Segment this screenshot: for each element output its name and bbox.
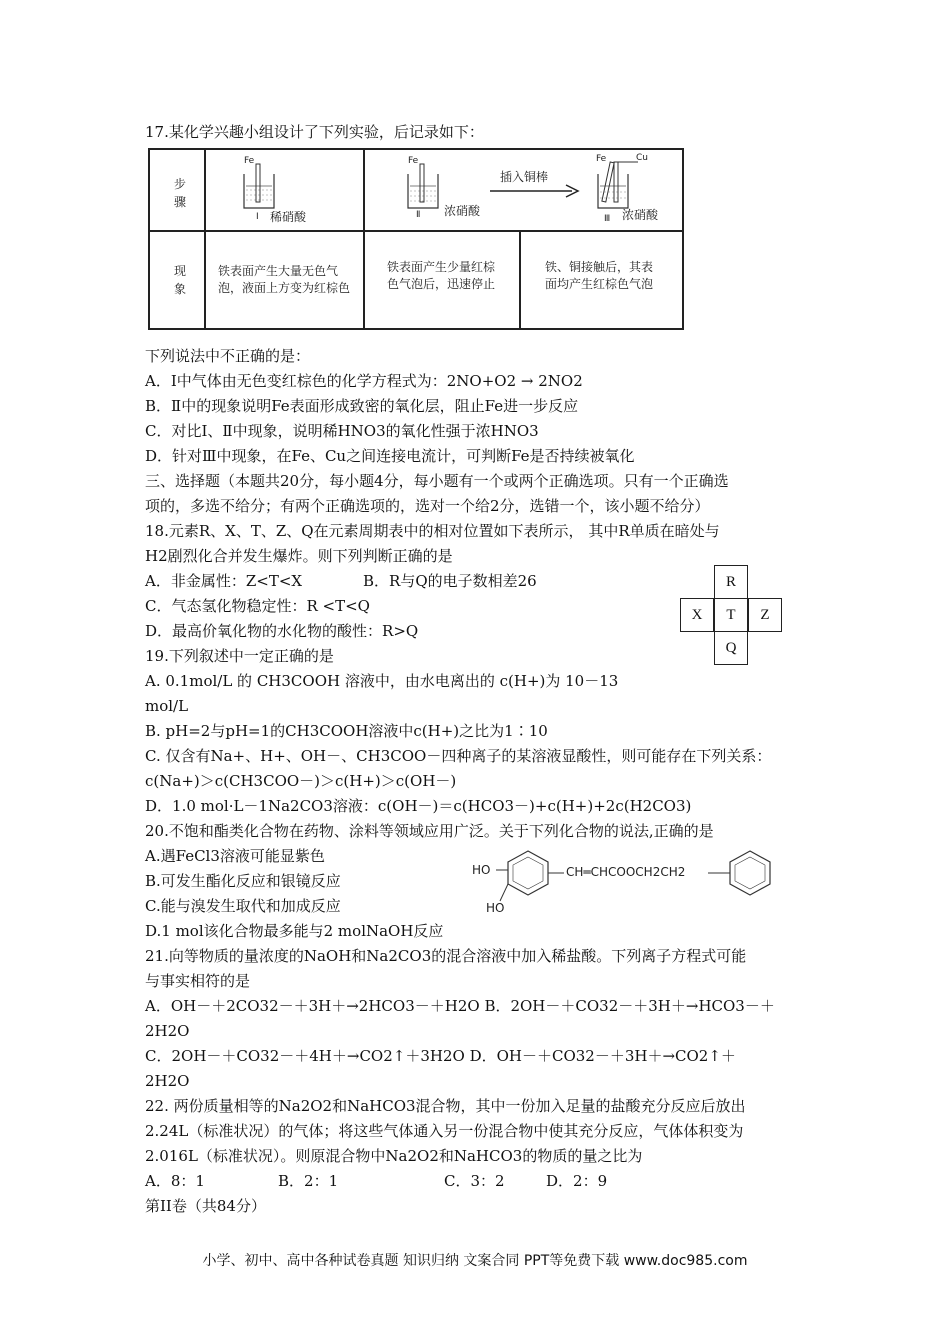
step3-text: 浓硝酸 <box>622 208 659 222</box>
q19-option-a-line1: A. 0.1mol/L 的 CH3COOH 溶液中，由水电离出的 c(H+)为 10－13 <box>145 672 619 690</box>
obs2-line1: 铁表面产生少量红棕 <box>387 260 496 274</box>
right-arrow-icon <box>488 184 580 198</box>
obs3-line1: 铁、铜接触后，其表 <box>545 260 654 274</box>
q18-option-b: B．R与Q的电子数相差26 <box>363 572 537 590</box>
roman-2: Ⅱ <box>416 210 421 220</box>
footer-text: 小学、初中、高中各种试卷真题 知识归纳 文案合同 PPT等免费下载 www.doc985.com <box>202 1253 748 1269</box>
q20-option-c: C.能与溴发生取代和加成反应 <box>145 897 341 915</box>
q18-line2: H2剧烈化合并发生爆炸。则下列判断正确的是 <box>145 547 453 565</box>
cell-t: T <box>714 598 748 632</box>
part2-heading: 第II卷（共84分） <box>145 1197 266 1215</box>
q22-option-b: B．2：1 <box>278 1172 339 1190</box>
mol-chain: CH═CHCOOCH2CH2 <box>566 865 686 879</box>
q19-option-c-line1: C. 仅含有Na+、H+、OH－、CH3COO－四种离子的某溶液显酸性，则可能存在下列关系： <box>145 747 772 765</box>
q17-title: 17.某化学兴趣小组设计了下列实验，后记录如下： <box>145 123 484 141</box>
fe-label-1: Fe <box>244 156 255 166</box>
q19-option-b: B. pH=2与pH=1的CH3COOH溶液中c(H+)之比为1∶10 <box>145 722 548 740</box>
row-label-observation: 现 象 <box>173 264 186 296</box>
q20-option-a: A.遇FeCl3溶液可能显紫色 <box>145 847 325 865</box>
cu-label: Cu <box>636 153 648 163</box>
q22-line2: 2.24L（标准状况）的气体；将这些气体通入另一份混合物中使其充分反应，气体体积变为 <box>145 1122 744 1140</box>
q17-option-a: A．Ⅰ中气体由无色变红棕色的化学方程式为：2NO+O2 → 2NO2 <box>145 372 583 390</box>
cell-z: Z <box>748 598 782 632</box>
fe-label-3: Fe <box>596 154 607 164</box>
step2-text: 浓硝酸 <box>444 204 481 218</box>
q19-option-d: D．1.0 mol·L－1Na2CO3溶液：c(OH－)＝c(HCO3－)+c(H+)+2c(H2CO3) <box>145 797 692 815</box>
section3-line2: 项的，多选不给分；有两个正确选项的，选对一个给2分，选错一个，该小题不给分） <box>145 497 710 515</box>
q17-stem: 下列说法中不正确的是： <box>145 347 311 365</box>
q17-option-b: B．Ⅱ中的现象说明Fe表面形成致密的氧化层，阻止Fe进一步反应 <box>145 397 579 415</box>
q21-line1: 21.向等物质的量浓度的NaOH和Na2CO3的混合溶液中加入稀盐酸。下列离子方程式可能 <box>145 947 747 965</box>
fe-label-2: Fe <box>408 156 419 166</box>
q18-option-d: D．最高价氧化物的水化物的酸性：R>Q <box>145 622 419 640</box>
cell-r: R <box>714 565 748 599</box>
q22-line3: 2.016L（标准状况）。则原混合物中Na2O2和NaHCO3的物质的量之比为 <box>145 1147 643 1165</box>
q21-options-ab-cont: 2H2O <box>145 1022 190 1040</box>
q18-option-a: A．非金属性：Z<T<X <box>145 572 303 590</box>
step1-text: 稀硝酸 <box>270 210 307 224</box>
q21-line2: 与事实相符的是 <box>145 972 251 990</box>
q21-options-ab: A．OH－＋2CO32－＋3H＋→2HCO3－＋H2O B．2OH－＋CO32－＋3H＋→HCO3－＋ <box>145 997 775 1015</box>
q22-line1: 22. 两份质量相等的Na2O2和NaHCO3混合物，其中一份加入足量的盐酸充分反应后放出 <box>145 1097 746 1115</box>
beaker-1-icon <box>240 160 280 212</box>
q20-title: 20.不饱和酯类化合物在药物、涂料等领域应用广泛。关于下列化合物的说法,正确的是 <box>145 822 714 840</box>
mol-ho-2: HO <box>486 901 505 915</box>
row-label-step: 步 骤 <box>173 177 186 209</box>
beaker-3-icon <box>594 156 654 212</box>
cell-x: X <box>680 598 714 632</box>
q18-option-c: C．气态氢化物稳定性：R <T<Q <box>145 597 370 615</box>
mol-ho-1: HO <box>472 863 491 877</box>
q22-option-d: D．2：9 <box>546 1172 608 1190</box>
q20-option-b: B.可发生酯化反应和银镜反应 <box>145 872 341 890</box>
q18-line1: 18.元素R、X、T、Z、Q在元素周期表中的相对位置如下表所示， 其中R单质在暗处与 <box>145 522 720 540</box>
section3-line1: 三、选择题（本题共20分，每小题4分，每小题有一个或两个正确选项。只有一个正确选 <box>145 472 729 490</box>
q17-option-c: C．对比Ⅰ、Ⅱ中现象，说明稀HNO3的氧化性强于浓HNO3 <box>145 422 539 440</box>
q21-options-cd-cont: 2H2O <box>145 1072 190 1090</box>
roman-1: I <box>256 212 259 222</box>
arrow-text: 插入铜棒 <box>500 170 549 184</box>
cell-q: Q <box>714 631 748 665</box>
q20-option-d: D.1 mol该化合物最多能与2 molNaOH反应 <box>145 922 444 940</box>
q21-options-cd: C．2OH－＋CO32－＋4H＋→CO2↑＋3H2O D．OH－＋CO32－＋3H＋→CO2↑＋ <box>145 1047 736 1065</box>
benzene-rings-icon <box>468 845 788 917</box>
obs3-line2: 面均产生红棕色气泡 <box>545 277 654 291</box>
obs1-line2: 泡，液面上方变为红棕色 <box>218 281 351 295</box>
q19-option-c-line2: c(Na+)＞c(CH3COO－)＞c(H+)＞c(OH－) <box>145 772 457 790</box>
q22-option-a: A．8：1 <box>145 1172 205 1190</box>
q17-option-d: D．针对Ⅲ中现象，在Fe、Cu之间连接电流计，可判断Fe是否持续被氧化 <box>145 447 635 465</box>
obs2-line2: 色气泡后，迅速停止 <box>387 277 496 291</box>
q19-title: 19.下列叙述中一定正确的是 <box>145 647 334 665</box>
obs1-line1: 铁表面产生大量无色气 <box>218 264 339 278</box>
beaker-2-icon <box>404 160 444 212</box>
q22-option-c: C．3：2 <box>444 1172 505 1190</box>
q19-option-a-line2: mol/L <box>145 697 189 715</box>
roman-3: Ⅲ <box>604 214 611 224</box>
